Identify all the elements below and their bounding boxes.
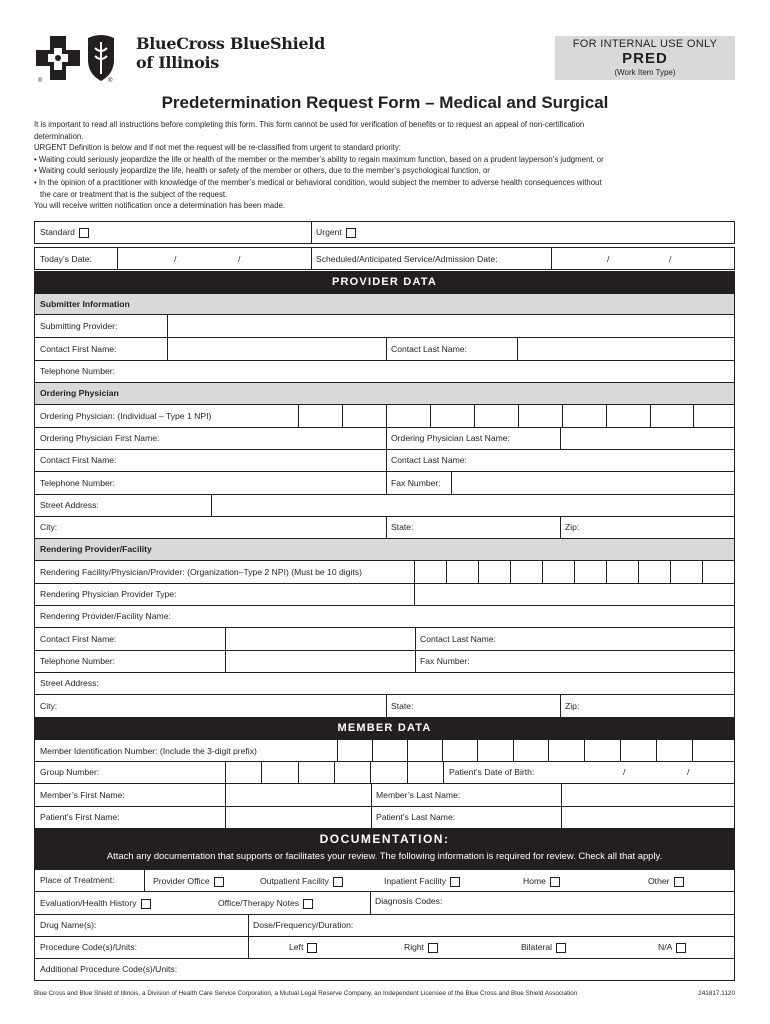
- group-number-label: Group Number:: [40, 767, 100, 777]
- place-of-treatment-label: Place of Treatment:: [40, 875, 115, 885]
- urgent-checkbox[interactable]: [346, 228, 356, 238]
- rendering-phone-label: Telephone Number:: [40, 656, 116, 666]
- ordering-npi-digit[interactable]: [474, 405, 518, 427]
- rendering-npi-digit[interactable]: [510, 561, 542, 583]
- member-id-char[interactable]: [442, 740, 477, 761]
- other-checkbox[interactable]: [674, 877, 684, 887]
- provider-office-checkbox[interactable]: [214, 877, 224, 887]
- drug-row: [34, 915, 735, 937]
- intro-p1: It is important to read all instructions before completing this form. This form cannot be used for verification of benefits or to request an appeal of non-certification: [34, 120, 585, 129]
- rendering-zip-label: Zip:: [565, 701, 580, 711]
- group-number-char[interactable]: [261, 762, 298, 783]
- dose-label: Dose/Frequency/Duration:: [253, 920, 354, 930]
- rendering-city-label: City:: [40, 701, 58, 711]
- group-number-char[interactable]: [407, 762, 443, 783]
- right-checkbox[interactable]: [428, 943, 438, 953]
- group-number-char[interactable]: [370, 762, 407, 783]
- ordering-npi-digit[interactable]: [518, 405, 562, 427]
- group-number-char[interactable]: [298, 762, 334, 783]
- member-id-label: Member Identification Number: (Include the 3-digit prefix): [40, 746, 257, 756]
- footer-text: Blue Cross and Blue Shield of Illinois, a Division of Health Care Service Corporation, a Mutual Legal Reserve Company, an Independent Licensee of the Blue Cross and Blue Shield Association: [34, 990, 578, 997]
- ordering-state-label: State:: [391, 522, 414, 532]
- ordering-contact-row: [34, 450, 735, 472]
- ordering-last-field[interactable]: [560, 428, 734, 449]
- rendering-name-row: [34, 606, 735, 628]
- therapy-notes-label: Office/Therapy Notes: [218, 898, 300, 908]
- rendering-npi-digit[interactable]: [478, 561, 510, 583]
- ordering-last-label: Ordering Physician Last Name:: [391, 433, 510, 443]
- brand-line-1: BlueCross BlueShield: [136, 34, 325, 53]
- patient-last-field[interactable]: [561, 807, 734, 828]
- rendering-street-label: Street Address:: [40, 678, 99, 688]
- evaluation-label: Evaluation/Health History: [40, 898, 137, 908]
- ordering-street-label: Street Address:: [40, 500, 99, 510]
- intro-bullet-2: • Waiting could seriously jeopardize the life, health or safety of the member or others, due to the member’s psychological function, or: [34, 166, 490, 176]
- patient-last-label: Patient’s Last Name:: [376, 812, 456, 822]
- procedure-row: [34, 937, 735, 959]
- rendering-npi-digit[interactable]: [446, 561, 478, 583]
- ordering-npi-digit[interactable]: [650, 405, 693, 427]
- na-label: N/A: [658, 942, 673, 952]
- diagnosis-codes-label: Diagnosis Codes:: [375, 896, 443, 906]
- rendering-npi-row: [34, 561, 735, 584]
- rendering-name-label: Rendering Provider/Facility Name:: [40, 611, 171, 621]
- intro-bullet-3b: the care or treatment that is the subject of the request.: [40, 189, 228, 199]
- ordering-npi-digit[interactable]: [386, 405, 430, 427]
- internal-use-label: FOR INTERNAL USE ONLY: [572, 38, 718, 50]
- todays-date-label: Today’s Date:: [40, 254, 92, 264]
- member-id-char[interactable]: [620, 740, 656, 761]
- member-name-row: [34, 784, 735, 807]
- rendering-city-row: [34, 695, 735, 718]
- patient-first-field[interactable]: [225, 807, 371, 828]
- documentation-header: [34, 829, 735, 869]
- member-id-char[interactable]: [407, 740, 442, 761]
- drug-name-label: Drug Name(s):: [40, 920, 97, 930]
- footer: [34, 990, 735, 997]
- scheduled-date-label: Scheduled/Anticipated Service/Admission Date:: [316, 254, 498, 264]
- inpatient-checkbox[interactable]: [450, 877, 460, 887]
- ordering-first-label: Ordering Physician First Name:: [40, 433, 160, 443]
- left-label: Left: [289, 942, 304, 952]
- home-label: Home: [523, 876, 546, 886]
- urgent-label: Urgent: [316, 227, 342, 237]
- left-checkbox[interactable]: [307, 943, 317, 953]
- rendering-contact-row: [34, 628, 735, 651]
- scheduled-date-field[interactable]: / /: [551, 248, 734, 269]
- rendering-npi-digit[interactable]: [638, 561, 670, 583]
- home-checkbox[interactable]: [550, 877, 560, 887]
- member-id-char[interactable]: [548, 740, 584, 761]
- submitter-contact-row: [34, 338, 735, 361]
- intro-p3: You will receive written notification once a determination has been made.: [34, 201, 286, 211]
- evaluation-row: [34, 892, 735, 915]
- ordering-npi-digit[interactable]: [562, 405, 606, 427]
- rendering-type-row: [34, 584, 735, 606]
- rendering-npi-digit[interactable]: [702, 561, 734, 583]
- rendering-npi-digit[interactable]: [670, 561, 702, 583]
- submitting-provider-label: Submitting Provider:: [40, 321, 118, 331]
- intro-p2: URGENT Definition is below and if not met the request will be re-classified from urgent to standard priority:: [34, 143, 401, 153]
- intro-bullet-3: • In the opinion of a practitioner with knowledge of the member’s medical or behavioral condition, would subject the member to adverse health consequences without: [34, 177, 602, 187]
- member-data-header: MEMBER DATA: [34, 717, 735, 739]
- rendering-fax-label: Fax Number:: [420, 656, 470, 666]
- blue-cross-logo-icon: [34, 34, 82, 84]
- dates-row: [34, 247, 735, 270]
- form-title: Predetermination Request Form – Medical and Surgical: [161, 93, 609, 112]
- group-number-char[interactable]: [225, 762, 261, 783]
- ordering-name-row: [34, 428, 735, 450]
- ordering-city-label: City:: [40, 522, 58, 532]
- patient-name-row: [34, 807, 735, 829]
- ordering-phone-row: [34, 472, 735, 495]
- other-label: Other: [648, 876, 670, 886]
- intro-p1b: determination.: [34, 131, 84, 141]
- rendering-contact-first-field[interactable]: [225, 628, 415, 650]
- submitting-provider-field[interactable]: [167, 315, 734, 337]
- rendering-npi-digit[interactable]: [542, 561, 574, 583]
- ordering-city-row: [34, 517, 735, 539]
- work-item-caption: (Work Item Type): [614, 68, 676, 77]
- todays-date-field[interactable]: / /: [117, 248, 311, 269]
- ordering-npi-digit[interactable]: [606, 405, 650, 427]
- additional-procedure-row: [34, 959, 735, 981]
- member-id-char[interactable]: [584, 740, 620, 761]
- therapy-notes-checkbox[interactable]: [303, 899, 313, 909]
- rendering-npi-digit[interactable]: [414, 561, 446, 583]
- documentation-subtitle: Attach any documentation that supports or facilitates your review. The following information is required for review. Check all that apply.: [106, 850, 663, 861]
- na-checkbox[interactable]: [676, 943, 686, 953]
- priority-row: [34, 221, 735, 244]
- member-first-label: Member’s First Name:: [40, 790, 125, 800]
- ordering-npi-row: [34, 405, 735, 428]
- registered-mark: ®: [38, 78, 43, 84]
- intro-bullet-1: • Waiting could seriously jeopardize the life or health of the member or the member’s ability to regain maximum function, based on a prudent layperson’s judgment, or: [34, 154, 604, 164]
- standard-label: Standard: [40, 227, 75, 237]
- ordering-zip-label: Zip:: [565, 522, 580, 532]
- member-last-label: Member’s Last Name:: [376, 790, 461, 800]
- place-of-treatment-row: [34, 869, 735, 892]
- registered-mark-2: ®: [108, 78, 113, 84]
- member-id-char[interactable]: [477, 740, 513, 761]
- rendering-type-field[interactable]: [414, 584, 734, 605]
- rendering-phone-row: [34, 651, 735, 673]
- ordering-npi-label: Ordering Physician: (Individual – Type 1 NPI): [40, 411, 212, 421]
- dob-label: Patient’s Date of Birth:: [449, 767, 535, 777]
- provider-office-label: Provider Office: [153, 876, 210, 886]
- ordering-npi-digit[interactable]: [693, 405, 734, 427]
- group-number-row: Group Number: Patient’s Date of Birth: / /: [34, 762, 735, 784]
- rendering-street-row: [34, 673, 735, 695]
- inpatient-label: Inpatient Facility: [384, 876, 447, 886]
- member-id-char[interactable]: [372, 740, 407, 761]
- patient-first-label: Patient’s First Name:: [40, 812, 120, 822]
- brand-name: [136, 34, 325, 72]
- instructions: [34, 119, 734, 212]
- member-id-char[interactable]: [513, 740, 548, 761]
- ordering-phone-label: Telephone Number:: [40, 478, 116, 488]
- ordering-physician-header: Ordering Physician: [34, 383, 735, 405]
- standard-checkbox[interactable]: [79, 228, 89, 238]
- rendering-provider-header: Rendering Provider/Facility: [34, 539, 735, 561]
- rendering-npi-digit[interactable]: [606, 561, 638, 583]
- submitter-contact-last-label: Contact Last Name:: [391, 344, 467, 354]
- submitter-phone-label: Telephone Number:: [40, 366, 116, 376]
- rendering-state-label: State:: [391, 701, 414, 711]
- bilateral-label: Bilateral: [521, 942, 553, 952]
- blue-shield-logo-icon: [86, 34, 116, 82]
- ordering-street-field[interactable]: [211, 495, 734, 516]
- member-id-char[interactable]: [692, 740, 734, 761]
- submitter-contact-first-label: Contact First Name:: [40, 344, 117, 354]
- form-code: 241817.1120: [698, 990, 735, 997]
- brand-line-2: of Illinois: [136, 53, 219, 72]
- work-item-code: PRED: [622, 50, 668, 67]
- ordering-fax-label: Fax Number:: [391, 478, 441, 488]
- submitter-contact-first-field[interactable]: [167, 338, 386, 360]
- submitter-phone-row: [34, 361, 735, 383]
- group-number-char[interactable]: [334, 762, 370, 783]
- procedure-codes-label: Procedure Code(s)/Units:: [40, 942, 137, 952]
- ordering-contact-first-label: Contact First Name:: [40, 455, 117, 465]
- member-last-field[interactable]: [561, 784, 734, 806]
- rendering-phone-field[interactable]: [225, 651, 415, 672]
- member-id-row: [34, 739, 735, 762]
- ordering-contact-last-label: Contact Last Name:: [391, 455, 467, 465]
- rendering-npi-digit[interactable]: [574, 561, 606, 583]
- ordering-street-row: [34, 495, 735, 517]
- ordering-npi-digit[interactable]: [298, 405, 342, 427]
- member-id-char[interactable]: [337, 740, 372, 761]
- ordering-npi-digit[interactable]: [430, 405, 474, 427]
- rendering-type-label: Rendering Physician Provider Type:: [40, 589, 177, 599]
- outpatient-checkbox[interactable]: [333, 877, 343, 887]
- submitting-provider-row: [34, 315, 735, 338]
- member-first-field[interactable]: [225, 784, 371, 806]
- additional-procedure-label: Additional Procedure Code(s)/Units:: [40, 964, 178, 974]
- ordering-fax-field[interactable]: [451, 472, 734, 494]
- documentation-title: DOCUMENTATION:: [319, 832, 450, 846]
- submitter-info-header: Submitter Information: [34, 293, 735, 315]
- submitter-contact-last-field[interactable]: [517, 338, 734, 360]
- bilateral-checkbox[interactable]: [556, 943, 566, 953]
- rendering-contact-first-label: Contact First Name:: [40, 634, 117, 644]
- ordering-npi-digit[interactable]: [342, 405, 386, 427]
- rendering-npi-label: Rendering Facility/Physician/Provider: (Organization–Type 2 NPI) (Must be 10 digits): [40, 567, 362, 577]
- right-label: Right: [404, 942, 425, 952]
- evaluation-checkbox[interactable]: [141, 899, 151, 909]
- internal-use-box: [555, 36, 735, 80]
- provider-data-header: PROVIDER DATA: [34, 271, 735, 293]
- member-id-char[interactable]: [656, 740, 692, 761]
- outpatient-label: Outpatient Facility: [260, 876, 329, 886]
- rendering-contact-last-label: Contact Last Name:: [420, 634, 496, 644]
